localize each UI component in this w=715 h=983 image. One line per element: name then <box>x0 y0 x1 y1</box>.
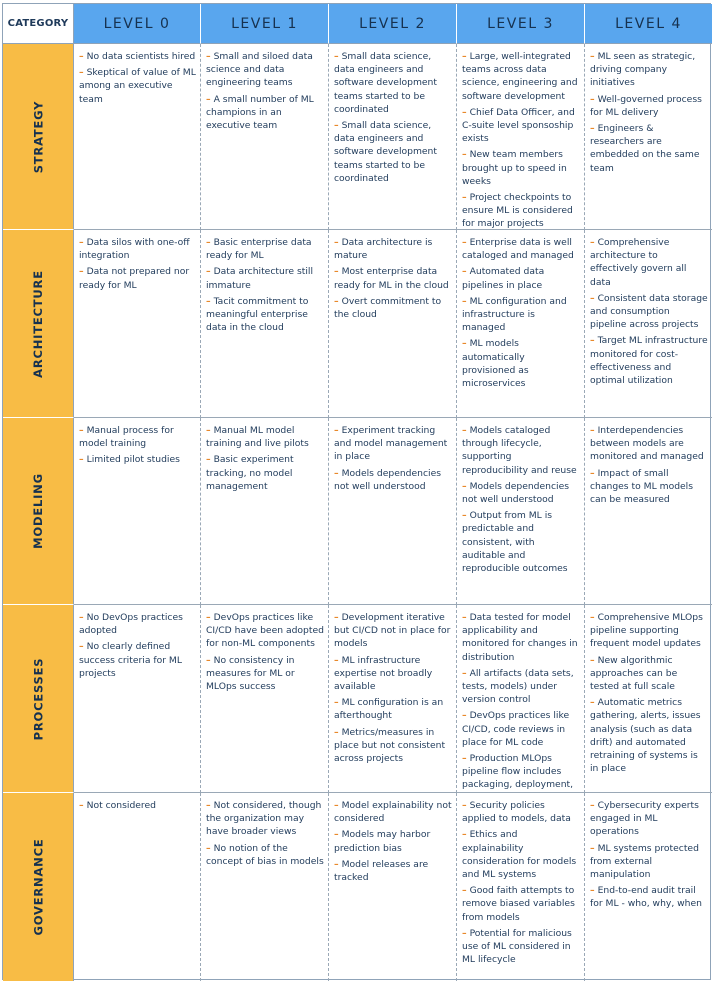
dash-bullet-icon: – <box>206 266 211 278</box>
list-item-text: Potential for malicious use of ML considered in ML lifecycle <box>462 927 572 966</box>
level-2-header: LEVEL 2 <box>329 4 457 44</box>
cell-strategy-level-4 <box>585 44 712 230</box>
list-item <box>590 424 708 464</box>
dash-bullet-icon: – <box>462 885 467 897</box>
bullet-list <box>206 799 324 868</box>
bullet-list <box>462 424 580 575</box>
list-item-text: Skeptical of value of ML among an executive team <box>79 67 196 105</box>
dash-bullet-icon: – <box>79 67 84 79</box>
list-item <box>462 799 580 825</box>
dash-bullet-icon: – <box>334 612 339 623</box>
list-item-text: Data tested for model applicability and monitored for changes in distribution <box>462 612 578 663</box>
list-item <box>590 93 708 119</box>
dash-bullet-icon: – <box>590 800 595 811</box>
bullet-list <box>462 50 580 230</box>
dash-bullet-icon: – <box>590 885 595 897</box>
list-item <box>79 236 196 262</box>
bullet-list <box>206 50 324 132</box>
list-item <box>590 50 708 90</box>
list-item-text: Well-governed process for ML delivery <box>590 93 702 118</box>
bullet-list <box>590 50 708 175</box>
cell-governance-level-2 <box>329 793 457 981</box>
cell-processes-level-0 <box>74 605 201 793</box>
bullet-list <box>334 799 452 884</box>
list-item-text: Data not prepared nor ready for ML <box>79 266 190 291</box>
list-item-text: Security policies applied to models, data <box>462 800 571 825</box>
list-item-text: ML configuration and infrastructure is managed <box>462 295 567 334</box>
list-item-text: Basic experiment tracking, no model management <box>206 454 294 492</box>
cell-processes-level-2 <box>329 605 457 793</box>
list-item <box>206 611 324 651</box>
list-item <box>79 265 196 291</box>
cell-processes-level-3 <box>457 605 585 793</box>
list-item <box>590 467 708 507</box>
dash-bullet-icon: – <box>462 192 467 204</box>
list-item-text: Metrics/measures in place but not consistent across projects <box>334 726 446 765</box>
bullet-list <box>334 50 452 185</box>
cell-modeling-level-4 <box>585 418 712 605</box>
cell-strategy-level-1 <box>201 44 329 230</box>
dash-bullet-icon: – <box>79 266 84 278</box>
cell-modeling-level-2 <box>329 418 457 605</box>
list-item <box>334 467 452 493</box>
bullet-list <box>334 424 452 493</box>
list-item-text: ML systems protected from external manipulation <box>590 842 699 881</box>
list-item-text: Basic enterprise data ready for ML <box>206 237 312 262</box>
dash-bullet-icon: – <box>334 726 339 738</box>
list-item-text: Automatic metrics gathering, alerts, issues analysis (such as data drift) and automated retraining of systems is in place <box>590 697 701 775</box>
cell-strategy-level-0 <box>74 44 201 230</box>
list-item <box>79 611 196 637</box>
list-item <box>462 611 580 664</box>
dash-bullet-icon: – <box>206 800 211 811</box>
cell-modeling-level-1 <box>201 418 329 605</box>
dash-bullet-icon: – <box>462 829 467 841</box>
list-item-text: Interdependencies between models are monitored and managed <box>590 425 704 463</box>
list-item-text: Impact of small changes to ML models can be measured <box>590 467 694 506</box>
bullet-list <box>79 799 196 812</box>
list-item-text: Large, well-integrated teams across data science, engineering and software development <box>462 51 578 102</box>
list-item <box>462 927 580 967</box>
list-item <box>334 726 452 766</box>
bullet-list <box>334 236 452 321</box>
list-item-text: Target ML infrastructure monitored for cost-effectiveness and optimal utilization <box>590 335 708 387</box>
list-item-text: All artifacts (data sets, tests, models) under version control <box>462 667 574 706</box>
dash-bullet-icon: – <box>462 51 467 62</box>
list-item <box>590 122 708 175</box>
dash-bullet-icon: – <box>334 266 339 278</box>
list-item-text: Small data science, data engineers and software development teams started to be coordinated <box>334 120 437 184</box>
dash-bullet-icon: – <box>590 51 595 62</box>
list-item-text: No data scientists hired <box>86 51 196 62</box>
level-3-header: LEVEL 3 <box>457 4 585 44</box>
list-item <box>334 611 452 651</box>
dash-bullet-icon: – <box>462 667 467 679</box>
list-item <box>79 799 196 812</box>
list-item-text: Chief Data Officer, and C-suite level sponsoship exists <box>462 106 575 145</box>
list-item-text: Engineers & researchers are embedded on the same team <box>590 123 700 174</box>
list-item-text: Automated data pipelines in place <box>462 266 545 291</box>
list-item-text: Overt commitment to the cloud <box>334 295 442 321</box>
bullet-list <box>206 424 324 493</box>
dash-bullet-icon: – <box>462 927 467 939</box>
dash-bullet-icon: – <box>462 338 467 350</box>
dash-bullet-icon: – <box>334 237 339 248</box>
dash-bullet-icon: – <box>334 425 339 436</box>
list-item-text: Manual process for model training <box>79 425 174 450</box>
dash-bullet-icon: – <box>590 425 595 436</box>
list-item-text: Tacit commitment to meaningful enterprise data in the cloud <box>206 295 309 334</box>
list-item <box>334 119 452 185</box>
list-item <box>590 696 708 775</box>
list-item <box>462 884 580 924</box>
list-item <box>79 453 196 466</box>
cell-governance-level-1 <box>201 793 329 981</box>
category-label-text: PROCESSES <box>31 657 45 740</box>
list-item <box>590 654 708 694</box>
category-label-text: MODELING <box>31 473 46 549</box>
list-item <box>79 50 196 63</box>
dash-bullet-icon: – <box>206 93 211 105</box>
list-item-text: Cybersecurity experts engaged in ML operations <box>590 800 699 838</box>
dash-bullet-icon: – <box>462 710 467 722</box>
list-item <box>206 453 324 493</box>
bullet-list <box>79 424 196 467</box>
list-item-text: No DevOps practices adopted <box>79 612 183 637</box>
dash-bullet-icon: – <box>462 753 467 765</box>
dash-bullet-icon: – <box>590 654 595 666</box>
dash-bullet-icon: – <box>334 467 339 479</box>
list-item <box>79 640 196 680</box>
list-item <box>462 295 580 335</box>
dash-bullet-icon: – <box>334 800 339 811</box>
list-item <box>462 480 580 506</box>
dash-bullet-icon: – <box>590 237 595 248</box>
list-item <box>590 236 708 289</box>
list-item <box>334 295 452 321</box>
list-item <box>462 106 580 146</box>
list-item-text: Good faith attempts to remove biased variables from models <box>462 885 575 923</box>
list-item <box>206 842 324 868</box>
list-item-text: Production MLOps pipeline flow includes packaging, deployment, <box>462 753 574 791</box>
dash-bullet-icon: – <box>462 800 467 811</box>
bullet-list <box>590 236 708 387</box>
list-item-text: A small number of ML champions in an executive team <box>206 93 314 132</box>
dash-bullet-icon: – <box>590 467 595 479</box>
level-4-header: LEVEL 4 <box>585 4 712 44</box>
list-item <box>462 236 580 262</box>
list-item <box>334 696 452 722</box>
cell-architecture-level-4 <box>585 230 712 418</box>
dash-bullet-icon: – <box>334 51 339 62</box>
list-item <box>590 842 708 882</box>
category-label-modeling <box>3 418 74 605</box>
list-item <box>206 424 324 450</box>
category-label-strategy <box>3 44 74 230</box>
list-item-text: Development iterative but CI/CD not in place for models <box>334 612 451 650</box>
list-item <box>334 799 452 825</box>
dash-bullet-icon: – <box>462 425 467 436</box>
bullet-list <box>79 236 196 292</box>
dash-bullet-icon: – <box>462 480 467 492</box>
list-item-text: Most enterprise data ready for ML in the cloud <box>334 266 449 291</box>
list-item <box>462 828 580 881</box>
category-label-architecture <box>3 230 74 418</box>
dash-bullet-icon: – <box>462 266 467 278</box>
bullet-list <box>206 236 324 334</box>
dash-bullet-icon: – <box>79 425 84 436</box>
list-item <box>334 654 452 694</box>
list-item <box>334 265 452 291</box>
bullet-list <box>462 799 580 966</box>
cell-architecture-level-1 <box>201 230 329 418</box>
list-item-text: Experiment tracking and model management in place <box>334 425 448 463</box>
cell-architecture-level-3 <box>457 230 585 418</box>
list-item-text: Model explainability not considered <box>334 800 452 825</box>
list-item-text: Comprehensive architecture to effectively govern all data <box>590 237 687 288</box>
list-item <box>590 799 708 839</box>
list-item <box>590 884 708 910</box>
list-item-text: Small and siloed data science and data engineering teams <box>206 51 313 89</box>
dash-bullet-icon: – <box>334 295 339 307</box>
list-item-text: DevOps practices like CI/CD, code reviews in place for ML code <box>462 710 570 748</box>
list-item <box>590 611 708 651</box>
dash-bullet-icon: – <box>590 612 595 623</box>
list-item-text: New team members brought up to speed in weeks <box>462 149 567 187</box>
list-item <box>462 509 580 575</box>
list-item-text: DevOps practices like CI/CD have been adopted for non-ML components <box>206 612 324 650</box>
bullet-list <box>590 611 708 775</box>
dash-bullet-icon: – <box>462 149 467 161</box>
dash-bullet-icon: – <box>79 51 84 62</box>
list-item <box>462 667 580 707</box>
dash-bullet-icon: – <box>590 292 595 304</box>
category-label-governance <box>3 793 74 981</box>
list-item-text: Manual ML model training and live pilots <box>206 425 309 450</box>
level-1-header: LEVEL 1 <box>201 4 329 44</box>
list-item-text: Project checkpoints to ensure ML is considered for major projects <box>462 192 573 230</box>
cell-modeling-level-0 <box>74 418 201 605</box>
list-item-text: No notion of the concept of bias in models <box>206 842 324 867</box>
cell-governance-level-3 <box>457 793 585 981</box>
dash-bullet-icon: – <box>590 842 595 854</box>
bullet-list <box>462 236 580 390</box>
bullet-list <box>590 799 708 911</box>
list-item-text: ML models automatically provisioned as microservices <box>462 338 529 390</box>
dash-bullet-icon: – <box>206 51 211 62</box>
list-item <box>334 828 452 854</box>
dash-bullet-icon: – <box>462 237 467 248</box>
dash-bullet-icon: – <box>334 697 339 709</box>
dash-bullet-icon: – <box>79 800 84 811</box>
list-item <box>206 236 324 262</box>
list-item <box>590 292 708 332</box>
bullet-list <box>334 611 452 765</box>
cell-governance-level-4 <box>585 793 712 981</box>
category-label-processes <box>3 605 74 793</box>
list-item <box>462 265 580 291</box>
cell-modeling-level-3 <box>457 418 585 605</box>
list-item-text: Not considered, though the organization may have broader views <box>206 800 322 838</box>
list-item-text: Not considered <box>86 800 156 811</box>
dash-bullet-icon: – <box>206 654 211 666</box>
list-item <box>462 148 580 188</box>
list-item-text: ML configuration is an afterthought <box>334 697 444 722</box>
dash-bullet-icon: – <box>206 237 211 248</box>
dash-bullet-icon: – <box>206 425 211 436</box>
dash-bullet-icon: – <box>462 612 467 623</box>
list-item-text: Limited pilot studies <box>86 454 180 466</box>
bullet-list <box>462 611 580 793</box>
list-item <box>590 334 708 387</box>
dash-bullet-icon: – <box>206 295 211 307</box>
list-item <box>462 337 580 390</box>
dash-bullet-icon: – <box>206 612 211 623</box>
list-item <box>462 424 580 477</box>
list-item <box>79 66 196 106</box>
category-label-text: STRATEGY <box>31 100 46 173</box>
bullet-list <box>206 611 324 693</box>
list-item-text: Ethics and explainability consideration for models and ML systems <box>462 829 577 881</box>
list-item <box>462 50 580 103</box>
list-item <box>206 295 324 335</box>
list-item <box>462 752 580 793</box>
list-item <box>206 265 324 291</box>
list-item <box>462 709 580 749</box>
list-item <box>206 50 324 90</box>
category-label-text: ARCHITECTURE <box>31 269 46 378</box>
list-item-text: ML seen as strategic, driving company initiatives <box>590 51 696 89</box>
list-item-text: No consistency in measures for ML or MLOps success <box>206 654 295 693</box>
list-item-text: ML infrastructure expertise not broadly available <box>334 654 433 693</box>
cell-architecture-level-0 <box>74 230 201 418</box>
bullet-list <box>79 611 196 680</box>
bullet-list <box>79 50 196 106</box>
list-item-text: New algorithmic approaches can be tested at full scale <box>590 654 678 693</box>
list-item-text: Model releases are tracked <box>334 858 429 884</box>
category-header: CATEGORY <box>3 4 74 44</box>
dash-bullet-icon: – <box>462 510 467 522</box>
list-item-text: Consistent data storage and consumption pipeline across projects <box>590 292 708 331</box>
list-item <box>79 424 196 450</box>
dash-bullet-icon: – <box>79 641 84 653</box>
dash-bullet-icon: – <box>334 829 339 841</box>
list-item-text: Comprehensive MLOps pipeline supporting frequent model updates <box>590 612 703 650</box>
list-item <box>334 236 452 262</box>
list-item <box>206 93 324 133</box>
list-item-text: Data architecture is mature <box>334 237 433 262</box>
cell-architecture-level-2 <box>329 230 457 418</box>
list-item-text: Models cataloged through lifecycle, supporting reproducibility and reuse <box>462 425 577 476</box>
dash-bullet-icon: – <box>590 335 595 347</box>
dash-bullet-icon: – <box>590 93 595 105</box>
list-item-text: Data architecture still immature <box>206 266 314 291</box>
dash-bullet-icon: – <box>79 612 84 623</box>
cell-governance-level-0 <box>74 793 201 981</box>
list-item-text: Models dependencies not well understood <box>462 480 570 506</box>
dash-bullet-icon: – <box>206 454 211 466</box>
dash-bullet-icon: – <box>462 295 467 307</box>
category-label-text: GOVERNANCE <box>31 838 45 936</box>
dash-bullet-icon: – <box>79 237 84 248</box>
list-item <box>334 858 452 884</box>
list-item-text: Models may harbor prediction bias <box>334 829 431 854</box>
list-item <box>334 424 452 464</box>
list-item <box>206 654 324 694</box>
dash-bullet-icon: – <box>334 654 339 666</box>
cell-strategy-level-3 <box>457 44 585 230</box>
list-item-text: Models dependencies not well understood <box>334 467 442 492</box>
list-item <box>206 799 324 839</box>
dash-bullet-icon: – <box>334 120 339 132</box>
list-item <box>334 50 452 116</box>
dash-bullet-icon: – <box>206 842 211 854</box>
bullet-list <box>590 424 708 506</box>
list-item-text: No clearly defined success criteria for ML projects <box>79 641 182 679</box>
level-0-header: LEVEL 0 <box>74 4 201 44</box>
list-item-text: Enterprise data is well cataloged and managed <box>462 237 574 262</box>
list-item <box>462 191 580 230</box>
dash-bullet-icon: – <box>462 106 467 118</box>
maturity-matrix <box>2 3 711 980</box>
dash-bullet-icon: – <box>590 697 595 709</box>
dash-bullet-icon: – <box>79 454 84 466</box>
cell-processes-level-1 <box>201 605 329 793</box>
dash-bullet-icon: – <box>334 858 339 870</box>
cell-processes-level-4 <box>585 605 712 793</box>
cell-strategy-level-2 <box>329 44 457 230</box>
list-item-text: Output from ML is predictable and consistent, with auditable and reproducible outcomes <box>462 510 568 575</box>
list-item-text: End-to-end audit trail for ML - who, why, when <box>590 885 702 910</box>
list-item-text: Small data science, data engineers and software development teams started to be coordinated <box>334 51 437 115</box>
dash-bullet-icon: – <box>590 123 595 135</box>
list-item-text: Data silos with one-off integration <box>79 237 190 262</box>
